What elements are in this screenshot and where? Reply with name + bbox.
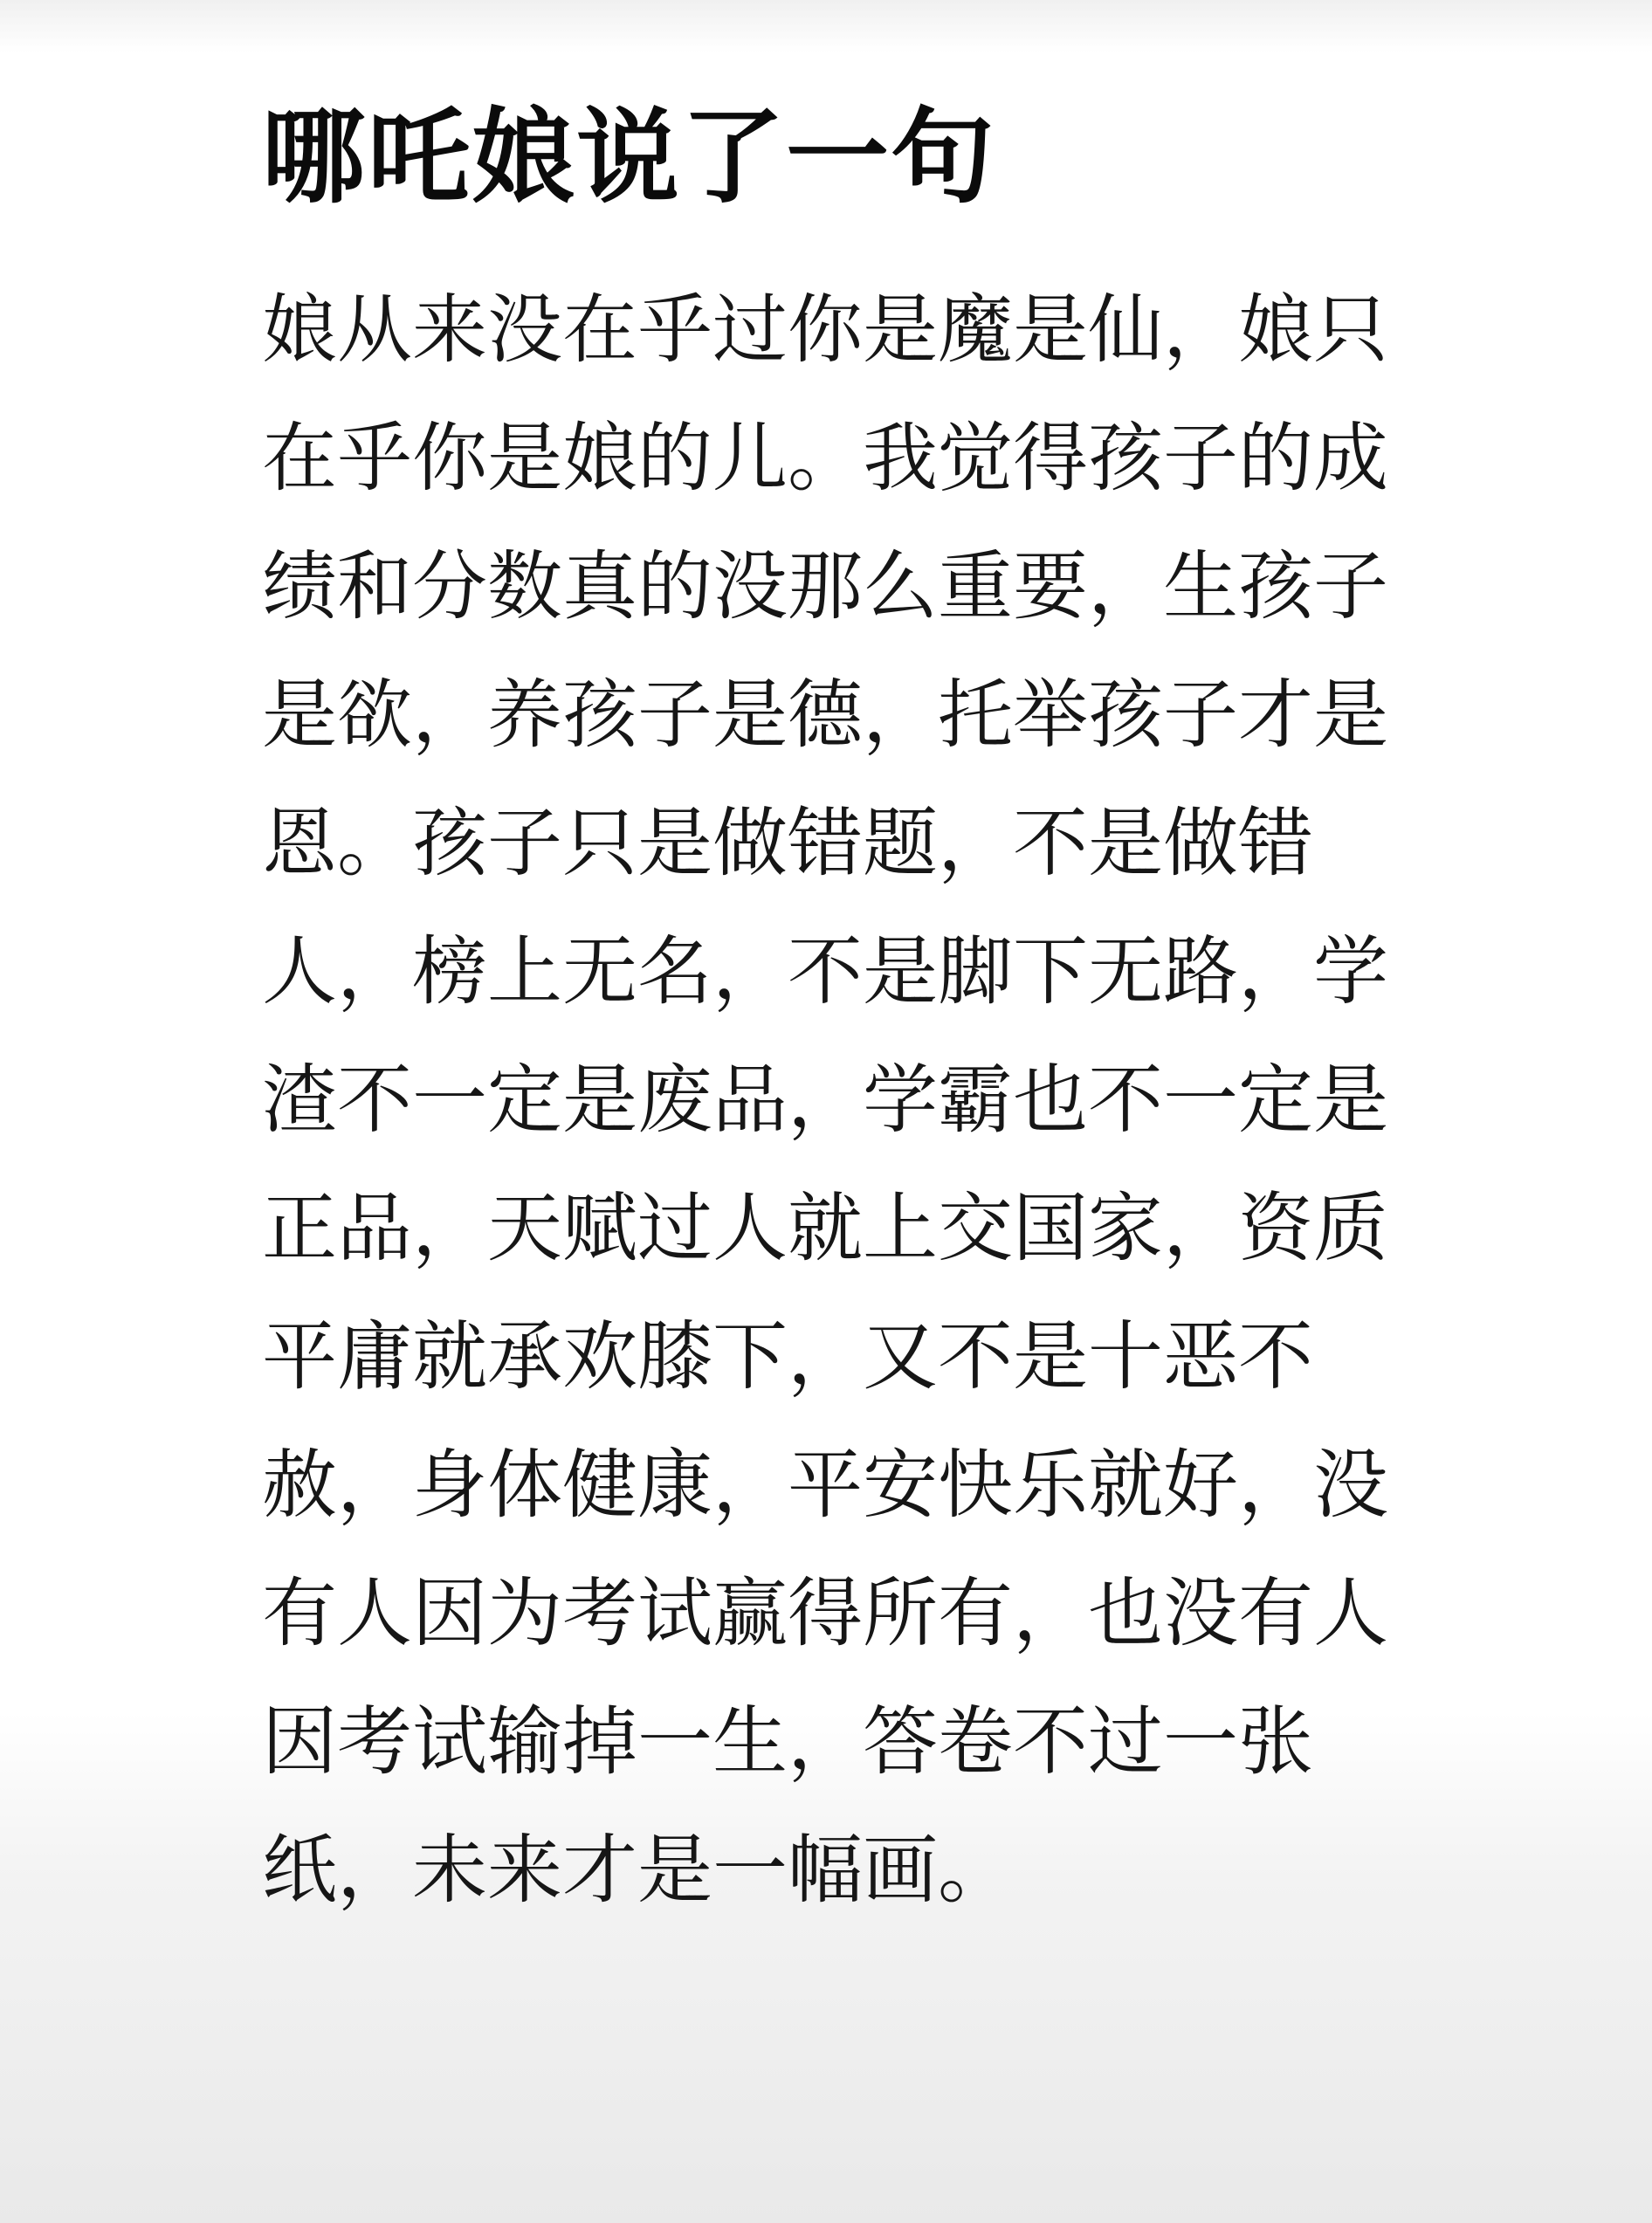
body-line: 人，榜上无名，不是脚下无路，学 bbox=[262, 928, 1388, 1015]
body-line: 平庸就承欢膝下，又不是十恶不 bbox=[262, 1313, 1313, 1401]
body-line: 纸，未来才是一幅画。 bbox=[262, 1827, 1013, 1914]
body-line: 因考试输掉一生，答卷不过一张 bbox=[262, 1698, 1313, 1786]
body-line: 有人因为考试赢得所有，也没有人 bbox=[262, 1570, 1388, 1657]
body-line: 恩。孩子只是做错题，不是做错 bbox=[262, 800, 1313, 887]
post-body bbox=[262, 266, 1397, 1935]
body-line: 绩和分数真的没那么重要，生孩子 bbox=[262, 543, 1388, 630]
body-line: 渣不一定是废品，学霸也不一定是 bbox=[262, 1056, 1388, 1144]
body-line: 正品，天赋过人就上交国家，资质 bbox=[262, 1185, 1388, 1272]
body-line: 赦，身体健康，平安快乐就好，没 bbox=[262, 1442, 1388, 1529]
body-line: 在乎你是娘的儿。我觉得孩子的成 bbox=[262, 415, 1388, 502]
post-title: 哪吒娘说了一句 bbox=[262, 97, 996, 217]
body-line: 是欲，养孩子是德，托举孩子才是 bbox=[262, 671, 1388, 759]
body-line: 娘从来没在乎过你是魔是仙，娘只 bbox=[262, 286, 1388, 374]
